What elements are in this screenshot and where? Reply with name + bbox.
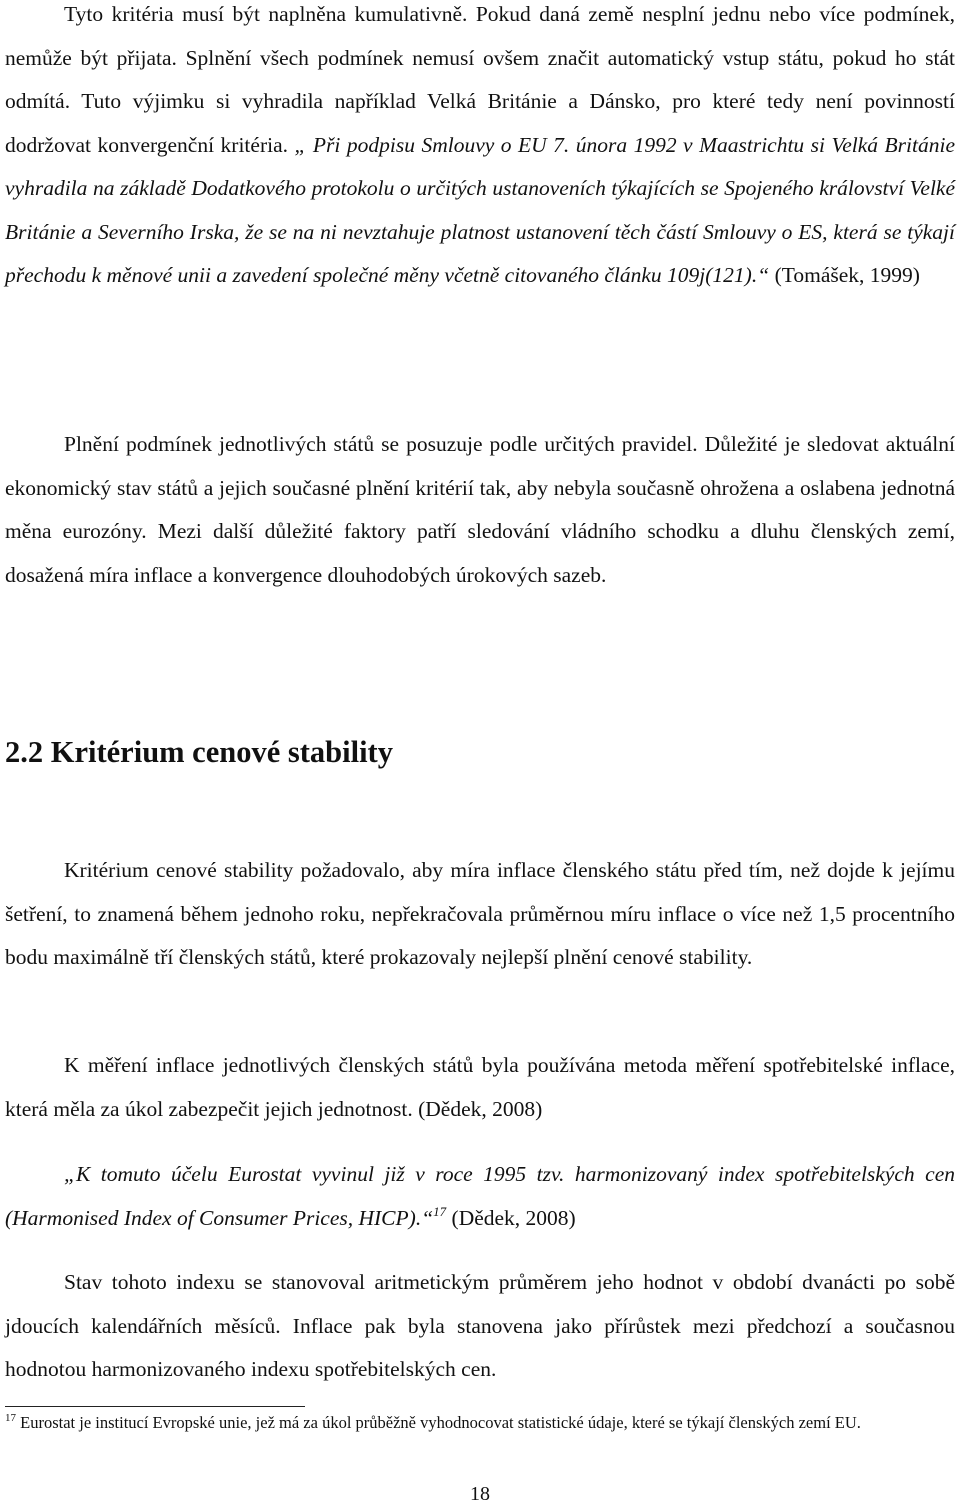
paragraph-index-calculation: Stav tohoto indexu se stanovoval aritmetickým průměrem jeho hodnot v období dvanácti po sobě jdoucích kalendářních měsíců. Inflace pak byla stanovena jako přírůstek mezi předchozí a současnou hodnotou harmonizovaného indexu spotřebitelských cen. <box>5 1270 955 1381</box>
paragraph-inflation-measurement: K měření inflace jednotlivých členských států byla používána metoda měření spotřebitelské inflace, která měla za úkol zabezpečit jejich jednotnost. (Dědek, 2008) <box>5 1053 955 1121</box>
paragraph-hicp <box>5 1153 955 1242</box>
citation: (Tomášek, 1999) <box>769 263 920 287</box>
hicp-quote: „K tomuto účelu Eurostat vyvinul již v roce 1995 tzv. harmonizovaný index spotřebitelských cen (Harmonised Index of Consumer Prices, HICP).“ <box>5 1162 955 1230</box>
footnote-text: Eurostat je institucí Evropské unie, jež má za úkol průběžně vyhodnocovat statistické údaje, které se týkají členských zemí EU. <box>16 1413 861 1432</box>
footnote-reference: 17 <box>433 1203 447 1219</box>
maastricht-quote: „ Při podpisu Smlouvy o EU 7. února 1992 v Maastrichtu si Velká Británie vyhradila na základě Dodatkového protokolu o určitých ustanoveních týkajících se Spojeného království Velké Británie a Severního Irska, že se na ni nevztahuje platnost ustanovení těch částí Smlouvy o ES, která se týkají přechodu k měnové unii a zavedení společné měny včetně citovaného článku 109j(121).“ <box>5 132 955 287</box>
page-number: 18 <box>470 1483 490 1505</box>
section-heading: 2.2 Kritérium cenové stability <box>5 735 393 769</box>
paragraph-convergence-exceptions <box>5 0 955 298</box>
paragraph-assessment-rules: Plnění podmínek jednotlivých států se posuzuje podle určitých pravidel. Důležité je sledovat aktuální ekonomický stav států a jejich současné plnění kritérií tak, aby nebyla současně ohrožena a oslabena jednotná měna eurozóny. Mezi další důležité faktory patří sledování vládního schodku a dluhu členských zemí, dosažená míra inflace a konvergence dlouhodobých úrokových sazeb. <box>5 432 955 587</box>
paragraph-text: Tyto kritéria musí být naplněna kumulativně. Pokud daná země nesplní jednu nebo více podmínek, nemůže být přijata. Splnění všech podmínek nemusí ovšem značit automatický vstup státu, pokud ho stát odmítá. Tuto výjimku si vyhradila například Velká Británie a Dánsko, pro které tedy není povinností dodržovat konvergenční kritéria. <box>5 2 955 157</box>
citation: (Dědek, 2008) <box>446 1205 576 1230</box>
footnote-number: 17 <box>5 1412 16 1424</box>
footnote-separator <box>5 1406 305 1407</box>
paragraph-price-stability: Kritérium cenové stability požadovalo, aby míra inflace členského státu před tím, než dojde k jejímu šetření, to znamená během jednoho roku, nepřekračovala průměrnou míru inflace o více než 1,5 procentního bodu maximálně tří členských států, které prokazovaly nejlepší plnění cenové stability. <box>5 858 955 969</box>
footnote <box>5 1412 955 1436</box>
